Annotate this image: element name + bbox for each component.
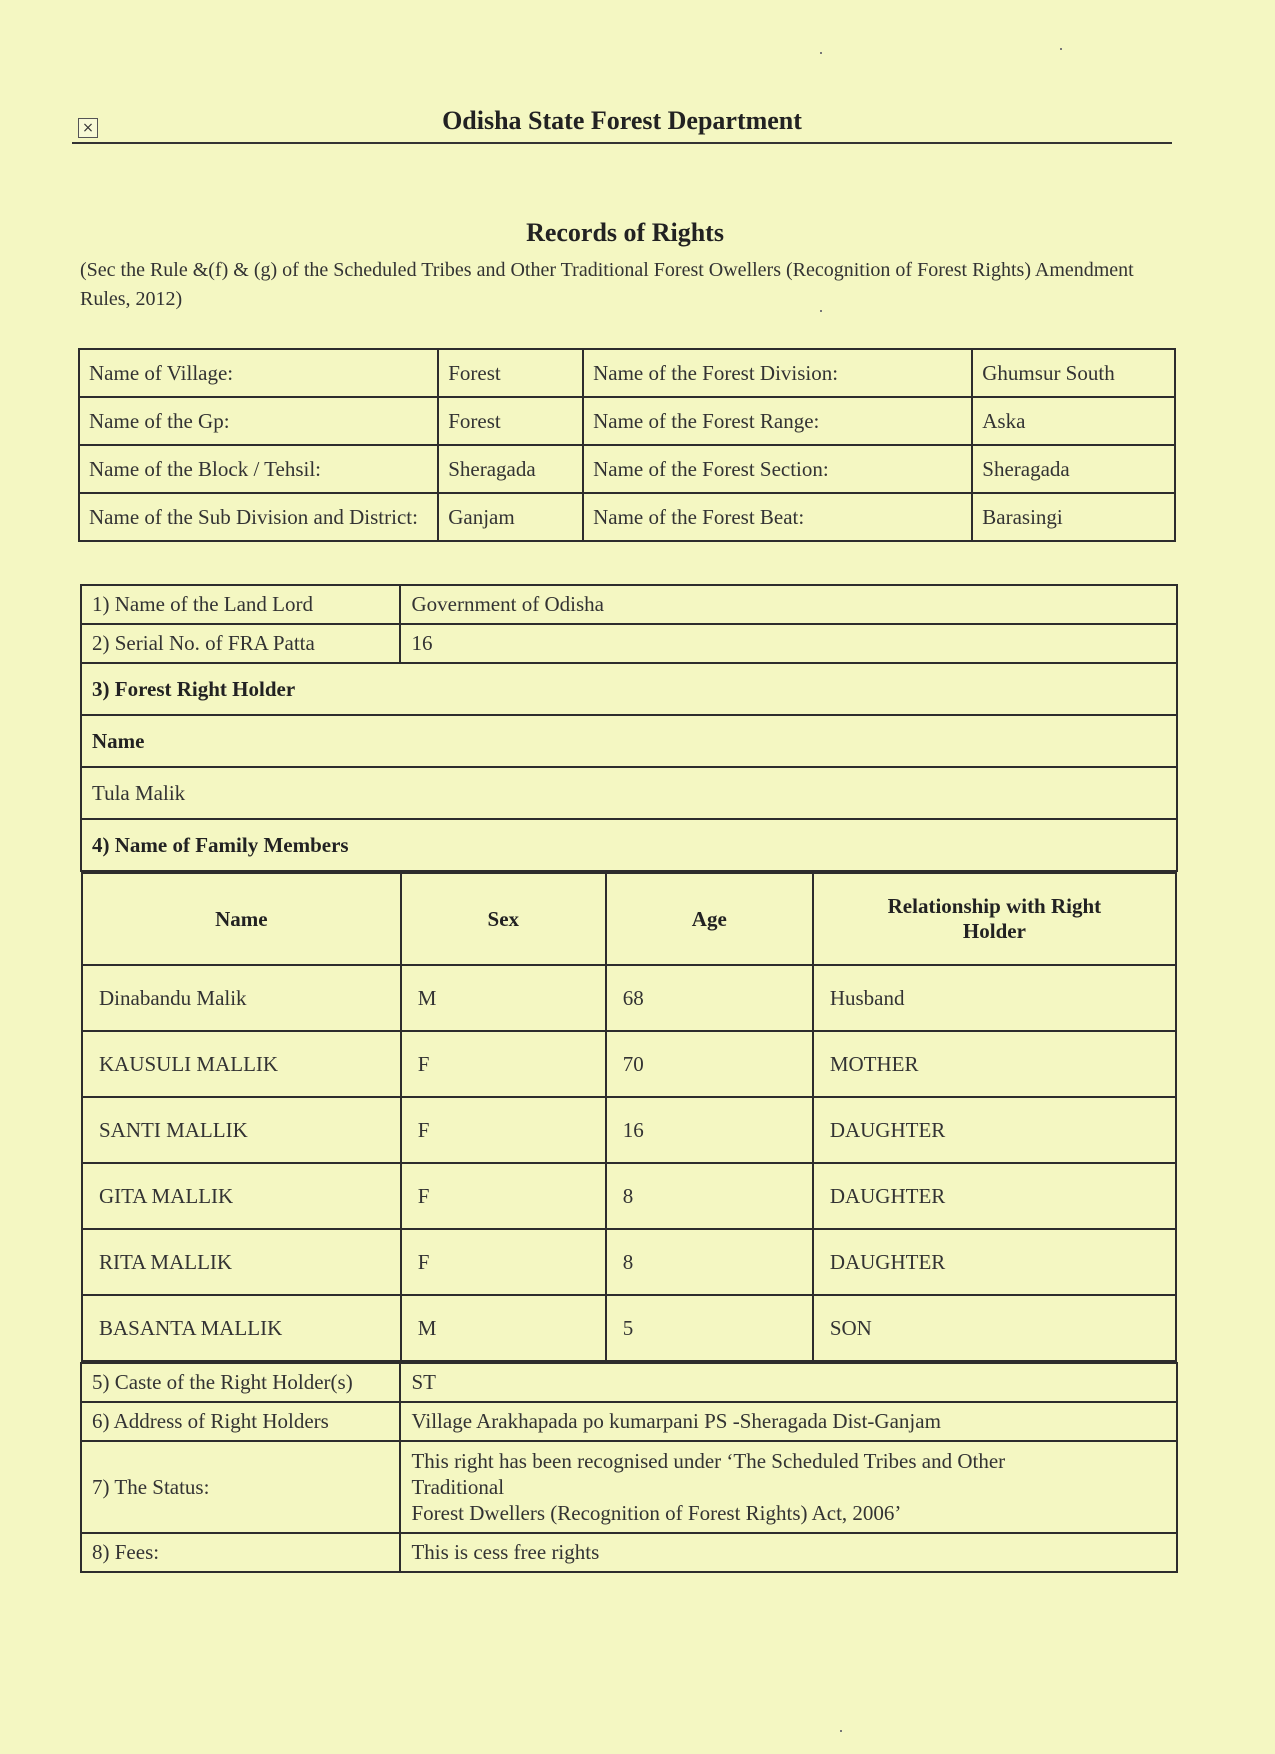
- table-row: [82, 1097, 1176, 1163]
- member-name: RITA MALLIK: [82, 1229, 401, 1295]
- member-age: 16: [606, 1097, 813, 1163]
- member-sex: F: [401, 1163, 606, 1229]
- scan-speck: [820, 310, 822, 312]
- family-header-row: [82, 873, 1176, 965]
- member-age: 8: [606, 1163, 813, 1229]
- location-value: Ganjam: [438, 493, 583, 541]
- member-relation: MOTHER: [813, 1031, 1176, 1097]
- status-row: [81, 1441, 1177, 1533]
- location-label: Name of the Sub Division and District:: [79, 493, 438, 541]
- member-age: 68: [606, 965, 813, 1031]
- table-row: [82, 1229, 1176, 1295]
- location-value: Barasingi: [972, 493, 1175, 541]
- close-icon[interactable]: ×: [78, 118, 98, 138]
- family-block: [81, 871, 1177, 1363]
- holder-heading-row: [81, 663, 1177, 715]
- column-header-sex: Sex: [401, 873, 606, 965]
- caste-label: 5) Caste of the Right Holder(s): [81, 1363, 400, 1402]
- location-value: Ghumsur South: [972, 349, 1175, 397]
- member-age: 70: [606, 1031, 813, 1097]
- status-value: [400, 1441, 1177, 1533]
- location-value: Forest: [438, 349, 583, 397]
- page-header: [72, 100, 1172, 144]
- member-name: Dinabandu Malik: [82, 965, 401, 1031]
- serial-row: [81, 624, 1177, 663]
- name-heading-row: [81, 715, 1177, 767]
- location-label: Name of the Forest Range:: [583, 397, 972, 445]
- scan-speck: [820, 52, 822, 54]
- member-relation: DAUGHTER: [813, 1163, 1176, 1229]
- member-name: KAUSULI MALLIK: [82, 1031, 401, 1097]
- serial-value: 16: [400, 624, 1177, 663]
- location-value: Aska: [972, 397, 1175, 445]
- location-value: Forest: [438, 397, 583, 445]
- table-row: [82, 1295, 1176, 1361]
- fees-row: [81, 1533, 1177, 1572]
- location-label: Name of the Block / Tehsil:: [79, 445, 438, 493]
- table-row: [82, 965, 1176, 1031]
- column-header-age: Age: [606, 873, 813, 965]
- member-relation: SON: [813, 1295, 1176, 1361]
- record-table: [80, 584, 1178, 1573]
- name-heading: Name: [81, 715, 1177, 767]
- member-name: BASANTA MALLIK: [82, 1295, 401, 1361]
- location-value: Sheragada: [438, 445, 583, 493]
- serial-label: 2) Serial No. of FRA Patta: [81, 624, 400, 663]
- land-lord-row: [81, 585, 1177, 624]
- caste-row: [81, 1363, 1177, 1402]
- table-row: [82, 1163, 1176, 1229]
- member-name: SANTI MALLIK: [82, 1097, 401, 1163]
- location-label: Name of the Forest Beat:: [583, 493, 972, 541]
- location-label: Name of the Gp:: [79, 397, 438, 445]
- status-label: 7) The Status:: [81, 1441, 400, 1533]
- department-title: Odisha State Forest Department: [442, 106, 802, 135]
- member-name: GITA MALLIK: [82, 1163, 401, 1229]
- family-heading: 4) Name of Family Members: [81, 819, 1177, 871]
- location-row: [79, 349, 1175, 397]
- location-row: [79, 397, 1175, 445]
- location-value: Sheragada: [972, 445, 1175, 493]
- member-relation: DAUGHTER: [813, 1229, 1176, 1295]
- family-heading-row: [81, 819, 1177, 871]
- address-value: Village Arakhapada po kumarpani PS -Sheragada Dist-Ganjam: [400, 1402, 1177, 1441]
- location-table: [78, 348, 1176, 542]
- family-container: [81, 871, 1177, 1363]
- member-sex: M: [401, 965, 606, 1031]
- document-title: Records of Rights: [526, 218, 724, 247]
- member-age: 8: [606, 1229, 813, 1295]
- status-line: Forest Dwellers (Recognition of Forest Rights) Act, 2006’: [411, 1501, 902, 1525]
- column-header-name: Name: [82, 873, 401, 965]
- member-sex: F: [401, 1097, 606, 1163]
- holder-name-row: [81, 767, 1177, 819]
- member-sex: M: [401, 1295, 606, 1361]
- member-sex: F: [401, 1229, 606, 1295]
- land-lord-value: Government of Odisha: [400, 585, 1177, 624]
- status-line: Traditional: [411, 1475, 505, 1499]
- table-row: [82, 1031, 1176, 1097]
- member-sex: F: [401, 1031, 606, 1097]
- holder-name: Tula Malik: [81, 767, 1177, 819]
- location-label: Name of Village:: [79, 349, 438, 397]
- location-label: Name of the Forest Section:: [583, 445, 972, 493]
- document-subtitle: (Sec the Rule &(f) & (g) of the Scheduled Tribes and Other Traditional Forest Owellers (Recognition of Forest Rights) Amendment Rules, 2012): [80, 259, 1134, 310]
- status-line: This right has been recognised under ‘The Scheduled Tribes and Other: [411, 1449, 1006, 1473]
- holder-heading: 3) Forest Right Holder: [81, 663, 1177, 715]
- scan-speck: [840, 1730, 842, 1732]
- member-relation: DAUGHTER: [813, 1097, 1176, 1163]
- location-row: [79, 493, 1175, 541]
- fees-value: This is cess free rights: [400, 1533, 1177, 1572]
- location-label: Name of the Forest Division:: [583, 349, 972, 397]
- scan-speck: [1060, 48, 1062, 50]
- member-age: 5: [606, 1295, 813, 1361]
- location-row: [79, 445, 1175, 493]
- land-lord-label: 1) Name of the Land Lord: [81, 585, 400, 624]
- member-relation: Husband: [813, 965, 1176, 1031]
- address-row: [81, 1402, 1177, 1441]
- family-table: [81, 872, 1177, 1362]
- caste-value: ST: [400, 1363, 1177, 1402]
- fees-label: 8) Fees:: [81, 1533, 400, 1572]
- column-header-relationship: Relationship with Right Holder: [813, 873, 1176, 965]
- address-label: 6) Address of Right Holders: [81, 1402, 400, 1441]
